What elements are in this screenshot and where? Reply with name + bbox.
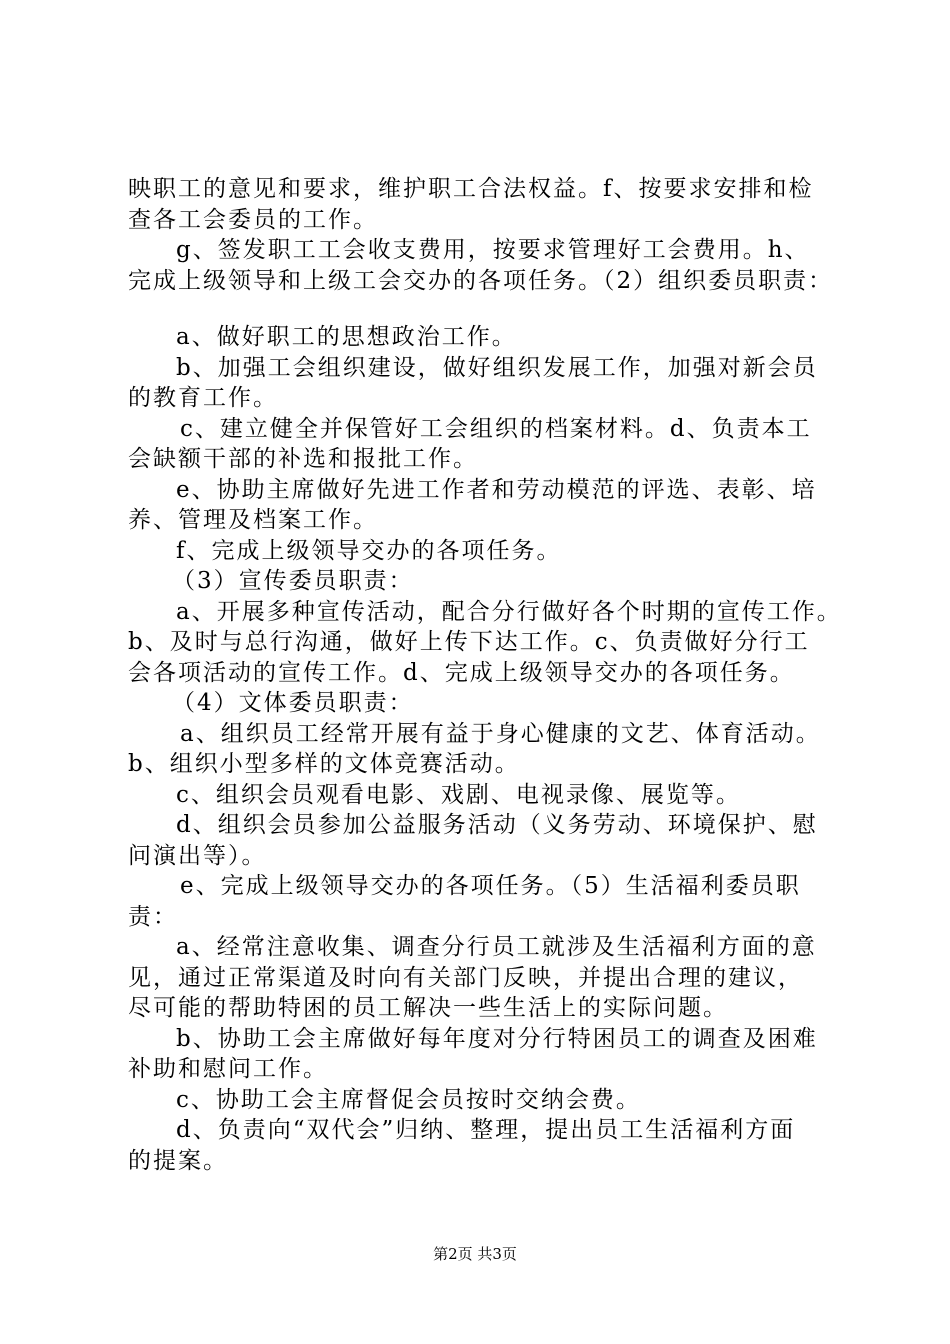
text-line: a、组织员工经常开展有益于身心健康的文艺、体育活动。	[180, 720, 821, 747]
text-line: 的提案。	[128, 1147, 228, 1174]
text-line: 映职工的意见和要求，维护职工合法权益。f、按要求安排和检	[128, 176, 814, 202]
text-line: g、签发职工工会收支费用，按要求管理好工会费用。h、	[176, 237, 810, 263]
page-number-footer: 第2页 共3页	[433, 1245, 517, 1263]
text-line: b、加强工会组织建设，做好组织发展工作，加强对新会员	[176, 354, 818, 381]
text-line: b、组织小型多样的文体竞赛活动。	[128, 751, 520, 777]
text-line: a、做好职工的思想政治工作。	[176, 324, 517, 350]
text-line: 完成上级领导和上级工会交办的各项任务。（2）组织委员职责：	[128, 267, 834, 294]
text-line: c、建立健全并保管好工会组织的档案材料。d、负责本工	[180, 415, 812, 442]
text-line: 的教育工作。	[128, 385, 278, 411]
text-line: c、组织会员观看电影、戏剧、电视录像、展览等。	[176, 781, 741, 808]
text-line: 会缺额干部的补选和报批工作。	[128, 446, 478, 472]
text-line: 查各工会委员的工作。	[128, 206, 378, 233]
text-line: 责：	[128, 903, 178, 930]
text-line: e、完成上级领导交办的各项任务。（5）生活福利委员职	[180, 873, 801, 899]
text-line: b、及时与总行沟通，做好上传下达工作。c、负责做好分行工	[128, 629, 810, 655]
text-line: c、协助工会主席督促会员按时交纳会费。	[176, 1086, 641, 1113]
section-heading: （4）文体委员职责：	[172, 690, 414, 716]
text-line: 尽可能的帮助特困的员工解决一些生活上的实际问题。	[128, 995, 728, 1021]
section-heading: （3）宣传委员职责：	[172, 568, 414, 594]
text-line: b、协助工会主席做好每年度对分行特困员工的调查及困难	[176, 1025, 818, 1052]
text-line: 补助和慰问工作。	[128, 1056, 328, 1082]
text-line: f、完成上级领导交办的各项任务。	[176, 537, 562, 564]
text-line: 见，通过正常渠道及时向有关部门反映，并提出合理的建议，	[128, 964, 803, 991]
text-line: 问演出等）。	[128, 842, 267, 869]
text-line: a、开展多种宣传活动，配合分行做好各个时期的宣传工作。	[176, 598, 842, 625]
document-body	[128, 174, 840, 1176]
text-line: d、负责向“双代会”归纳、整理，提出员工生活福利方面	[176, 1117, 796, 1143]
text-line: e、协助主席做好先进工作者和劳动模范的评选、表彰、培	[176, 476, 817, 503]
paragraph-gap	[128, 296, 840, 322]
text-line: 会各项活动的宣传工作。d、完成上级领导交办的各项任务。	[128, 659, 795, 686]
text-line: a、经常注意收集、调查分行员工就涉及生活福利方面的意	[176, 934, 817, 960]
text-line: 养、管理及档案工作。	[128, 507, 378, 533]
text-line: d、组织会员参加公益服务活动（义务劳动、环境保护、慰	[176, 812, 818, 838]
